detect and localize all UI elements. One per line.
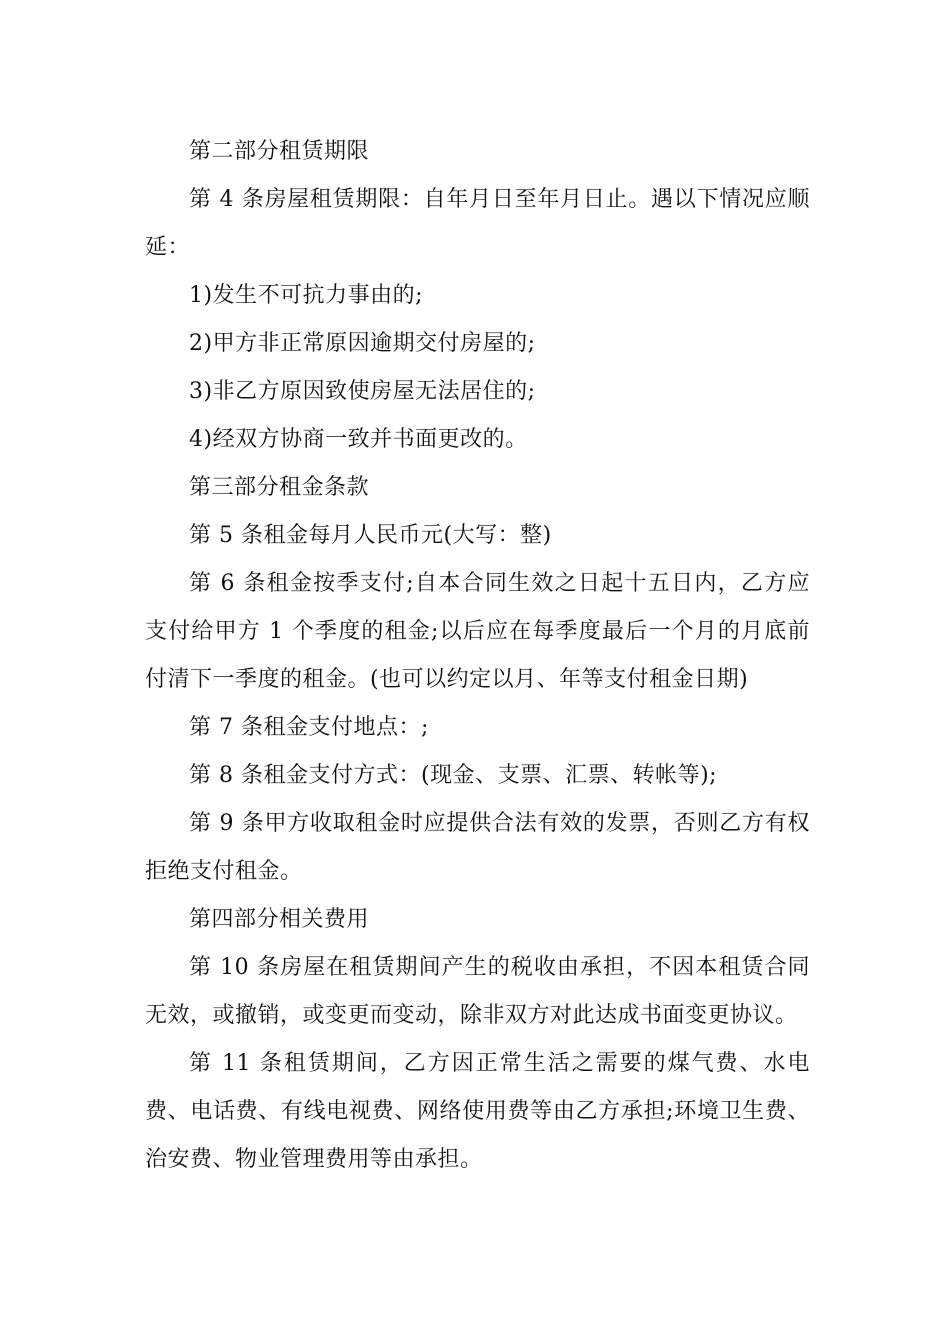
article-4: 第 4 条房屋租赁期限：自年月日至年月日止。遇以下情况应顺延：	[145, 187, 810, 260]
list-item-4: 4)经双方协商一致并书面更改的。	[189, 427, 528, 452]
section-heading-part-2: 第二部分租赁期限	[189, 139, 370, 164]
article-9: 第 9 条甲方收取租金时应提供合法有效的发票，否则乙方有权拒绝支付租金。	[145, 811, 810, 884]
article-10: 第 10 条房屋在租赁期间产生的税收由承担，不因本租赁合同无效，或撤销，或变更而变动，除非双方对此达成书面变更协议。	[145, 955, 810, 1028]
article-11: 第 11 条租赁期间，乙方因正常生活之需要的煤气费、水电费、电话费、有线电视费、网络使用费等由乙方承担;环境卫生费、治安费、物业管理费用等由承担。	[145, 1051, 810, 1172]
article-6: 第 6 条租金按季支付;自本合同生效之日起十五日内，乙方应支付给甲方 1 个季度的租金;以后应在每季度最后一个月的月底前付清下一季度的租金。(也可以约定以月、年等支付租金日期)	[145, 571, 810, 692]
list-item-3: 3)非乙方原因致使房屋无法居住的;	[189, 379, 536, 404]
document-body	[145, 128, 810, 1184]
article-5: 第 5 条租金每月人民币元(大写：整)	[189, 523, 552, 548]
list-item-2: 2)甲方非正常原因逾期交付房屋的;	[189, 331, 536, 356]
section-heading-part-4: 第四部分相关费用	[189, 907, 370, 932]
section-heading-part-3: 第三部分租金条款	[189, 475, 370, 500]
article-7: 第 7 条租金支付地点：;	[189, 715, 429, 740]
list-item-1: 1)发生不可抗力事由的;	[189, 283, 423, 308]
article-8: 第 8 条租金支付方式：(现金、支票、汇票、转帐等);	[189, 763, 718, 788]
